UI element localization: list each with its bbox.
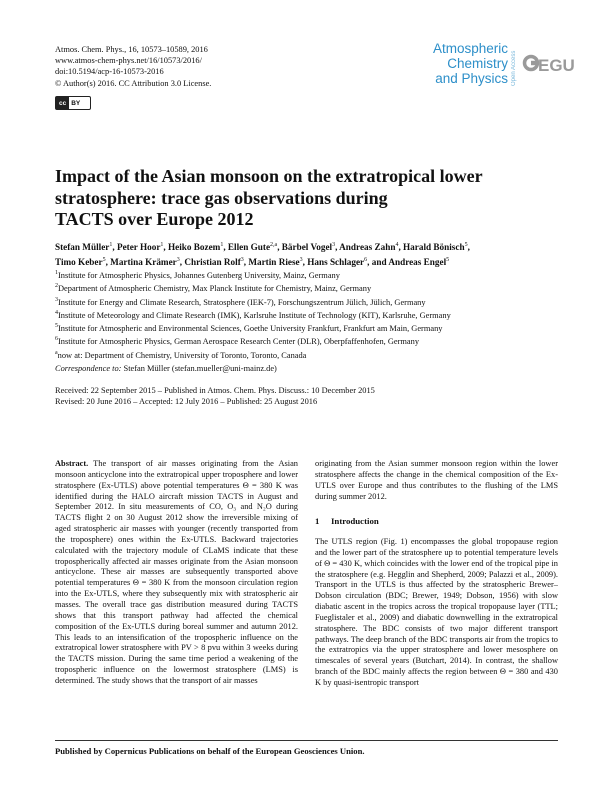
affiliation-text: Institute for Atmospheric and Environmental Sciences, Goethe University Frankfurt, Frankfurt am Main, Germany xyxy=(58,323,443,333)
title-line1: Impact of the Asian monsoon on the extratropical lower xyxy=(55,166,483,186)
author-name: Martina Krämer xyxy=(110,257,177,268)
author-separator: , xyxy=(163,242,168,253)
journal-name-line3: and Physics xyxy=(435,71,508,86)
egu-logo-icon xyxy=(523,47,575,79)
section-number: 1 xyxy=(315,516,320,526)
author-separator: , xyxy=(277,242,282,253)
publisher-footer: Published by Copernicus Publications on behalf of the European Geosciences Union. xyxy=(55,746,365,756)
affiliation-mark: 4 xyxy=(55,309,58,316)
abstract-continuation-text: originating from the Asian summer monsoon region within the lower stratosphere affects the change in the chemical composition of the Ex-UTLS over Europe and thus contributes to the flushing of the LMS during summer 2012. xyxy=(315,459,558,501)
correspondence-text[interactable]: Stefan Müller (stefan.mueller@uni-mainz.de) xyxy=(121,364,277,373)
author-affiliation-mark: 5 xyxy=(464,242,468,248)
author-affiliation-mark: 5 xyxy=(446,257,450,264)
author-name: Peter Hoor xyxy=(116,242,161,253)
author-affiliation-mark: 1 xyxy=(109,242,113,248)
doi[interactable]: doi:10.5194/acp-16-10573-2016 xyxy=(55,67,164,77)
affiliation-item xyxy=(55,268,565,281)
author-name: Christian Rolf xyxy=(184,257,241,268)
author-affiliation-mark: 5 xyxy=(102,257,106,264)
egu-logo-text: EGU xyxy=(538,56,575,75)
citation-block xyxy=(55,44,211,89)
affiliation-item xyxy=(55,321,565,334)
paper-title xyxy=(55,166,525,231)
journal-name-line1: Atmospheric xyxy=(432,41,508,56)
section-heading-introduction xyxy=(315,516,379,526)
affiliation-item xyxy=(55,281,565,294)
author-affiliation-mark: 1 xyxy=(160,242,164,248)
author-separator: , xyxy=(335,242,340,253)
author-separator: , xyxy=(105,257,111,268)
author-separator: , xyxy=(179,257,185,268)
author-separator: , xyxy=(223,242,228,253)
journal-name-line2: Chemistry xyxy=(447,56,508,71)
affiliation-mark: a xyxy=(55,349,58,356)
affiliation-item xyxy=(55,348,565,361)
affiliation-text: now at: Department of Chemistry, University of Toronto, Toronto, Canada xyxy=(57,350,307,360)
title-line3: TACTS over Europe 2012 xyxy=(55,209,254,229)
affiliation-text: Department of Atmospheric Chemistry, Max Planck Institute for Chemistry, Mainz, Germany xyxy=(58,284,372,294)
open-access-label: Open Access xyxy=(511,50,517,86)
author-affiliation-mark: 1 xyxy=(220,242,224,248)
abstract-continuation xyxy=(315,459,558,502)
affiliation-mark: 1 xyxy=(55,270,58,276)
author-name: Andreas Zahn xyxy=(339,242,396,253)
affiliation-item xyxy=(55,308,565,321)
dates-line2: Revised: 20 June 2016 – Accepted: 12 July 2016 – Published: 25 August 2016 xyxy=(55,397,318,407)
affiliation-mark: 5 xyxy=(55,323,58,330)
affiliation-text: Institute for Atmospheric Physics, German Aerospace Research Center (DLR), Oberpfaffenhofen, Germany xyxy=(58,337,420,347)
affiliation-text: Institute for Energy and Climate Research, Stratosphere (IEK-7), Forschungszentrum Jülich, Jülich, Germany xyxy=(58,297,426,307)
author-affiliation-mark: 3 xyxy=(299,257,303,264)
author-affiliation-mark: 3 xyxy=(240,257,244,264)
author-affiliation-mark: 2,a xyxy=(270,242,278,248)
author-name: Hans Schlager xyxy=(307,257,365,268)
correspondence xyxy=(55,364,277,373)
abstract-label: Abstract. xyxy=(55,459,89,468)
publication-dates xyxy=(55,385,375,407)
author-list xyxy=(55,239,560,269)
introduction-text: The UTLS region (Fig. 1) encompasses the global tropopause region and the lower part of the stratosphere up to potential temperature levels of Θ = 430 K, which coincides with the lower end of the tropical pipe in the stratosphere (e.g. Hegglin and Shepherd, 2009; Palazzi et al., 2009). Transport in the UTLS is thus affected by the stratospheric Brewer–Dobson circulation (BDC; Brewer, 1949; Dobson, 1956) with slow diabatic ascent in the tropics across the tropical tropopause layer (TTL; Fueglistaler et al., 2009) and diabatic downwelling in the extratropical stratosphere. The BDC consists of two major different transport pathways. The deep branch of the BDC transports air from the tropics to the extratropics via the upper stratosphere and lower mesosphere on timescales of several years (Butchart, 2014). In contrast, the shallow branch of the BDC mainly affects the region between Θ = 380 and 430 K by quasi-isentropic transport xyxy=(315,537,558,687)
citation: Atmos. Chem. Phys., 16, 10573–10589, 2016 xyxy=(55,45,208,54)
author-name: Andreas Engel xyxy=(388,257,447,268)
correspondence-label: Correspondence to: xyxy=(55,364,122,373)
footer-rule xyxy=(55,740,558,741)
affiliation-item xyxy=(55,334,565,347)
section-title: Introduction xyxy=(331,516,379,526)
abstract xyxy=(55,459,298,687)
author-separator: , xyxy=(112,242,117,253)
affiliation-mark: 2 xyxy=(55,283,58,290)
author-name: Stefan Müller xyxy=(55,242,110,253)
author-separator: , xyxy=(302,257,308,268)
affiliation-mark: 6 xyxy=(55,336,58,343)
affiliation-text: Institute for Atmospheric Physics, Johannes Gutenberg University, Mainz, Germany xyxy=(58,270,340,280)
author-affiliation-mark: 4 xyxy=(395,242,399,248)
cc-icon: cc xyxy=(56,97,69,109)
by-icon: BY xyxy=(71,99,81,107)
author-separator: , xyxy=(467,242,470,253)
affiliation-item xyxy=(55,295,565,308)
author-affiliation-mark: 3 xyxy=(176,257,180,264)
author-name: Martin Riese xyxy=(248,257,300,268)
author-name: Timo Keber xyxy=(55,257,103,268)
dates-line1: Received: 22 September 2015 – Published in Atmos. Chem. Phys. Discuss.: 10 December 2015 xyxy=(55,386,375,395)
author-name: Bärbel Vogel xyxy=(281,242,333,253)
article-url[interactable]: www.atmos-chem-phys.net/16/10573/2016/ xyxy=(55,56,202,66)
title-line2: stratosphere: trace gas observations during xyxy=(55,187,388,208)
author-name: Harald Bönisch xyxy=(403,242,465,253)
journal-name xyxy=(412,41,508,86)
abstract-text: The transport of air masses originating from the Asian monsoon anticyclone into the extratropical upper troposphere and lower stratosphere (Ex-UTLS) above potential temperatures Θ = 380 K was identified during the HALO aircraft mission TACTS in August and September 2012. In situ measurements of CO, O₃ and N₂O during TACTS flight 2 on 30 August 2012 show the irreversible mixing of aged stratospheric air masses with younger (recently transported from the troposphere) ones within the Ex-UTLS. Backward trajectories calculated with the trajectory module of CLaMS indicate that these tropospherically affected air masses originate from the Asian monsoon anticyclone. These air masses are subsequently transported above potential temperatures Θ = 380 K from the monsoon circulation region into the Ex-UTLS, where they subsequently mix with stratospheric air masses. The overall trace gas distribution measured during TACTS shows that this transport pathway had affected the chemical composition of the Ex-UTLS during boreal summer and autumn 2012. This leads to an intensification of the tropospheric influence on the extratropical lower stratosphere with PV > 8 pvu within 3 weeks during the TACTS mission. During the same time period a weakening of the tropospheric influence on the lowermost stratosphere (LMS) is determined. The study shows that the transport of air masses xyxy=(55,459,298,685)
introduction-body xyxy=(315,537,558,689)
affiliation-text: Institute of Meteorology and Climate Research (IMK), Karlsruhe Institute of Technology (KIT), Karlsruhe, Germany xyxy=(58,310,451,320)
cc-by-license-icon[interactable] xyxy=(55,96,91,110)
author-name: Ellen Gute xyxy=(227,242,271,253)
affiliation-list xyxy=(55,268,565,361)
copyright: © Author(s) 2016. CC Attribution 3.0 License. xyxy=(55,78,212,88)
affiliation-mark: 3 xyxy=(55,296,58,303)
author-separator: , xyxy=(398,242,404,253)
author-name: Heiko Bozem xyxy=(168,242,221,253)
author-separator: , xyxy=(243,257,249,268)
author-affiliation-mark: 3 xyxy=(332,242,336,248)
author-separator: , and xyxy=(367,257,389,268)
author-affiliation-mark: 6 xyxy=(364,257,368,264)
